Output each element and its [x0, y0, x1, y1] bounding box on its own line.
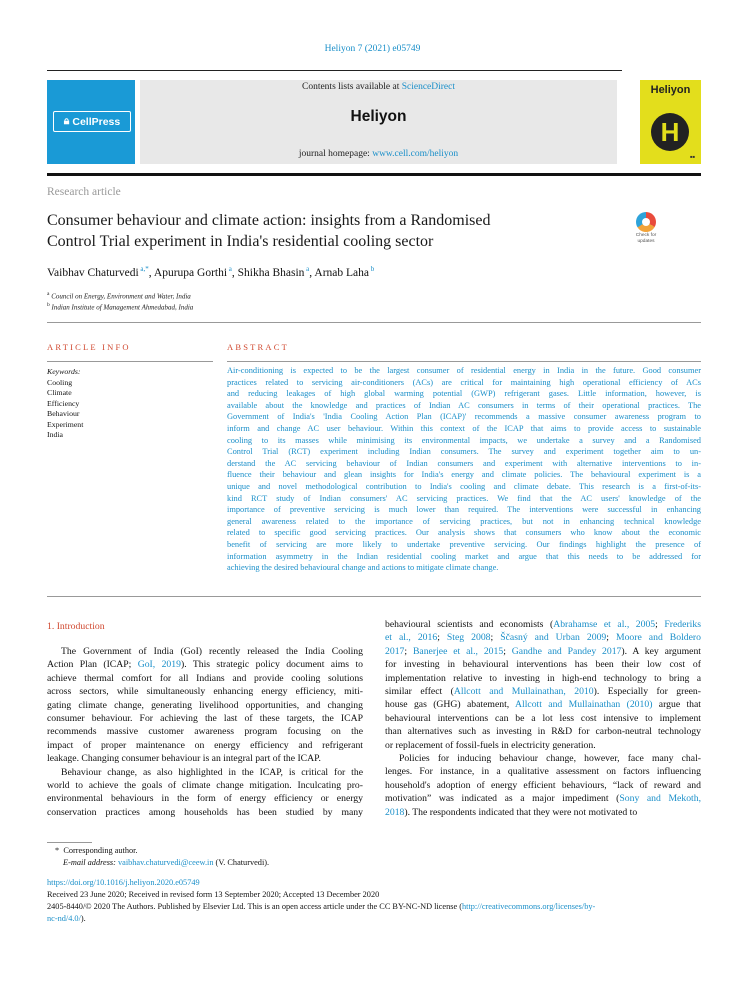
body-text: lenges. For instance, in a qualitative assessment on factors influencing [385, 766, 701, 778]
citation-link[interactable]: Ščasný and Urban 2009 [500, 632, 607, 644]
body-line [385, 698, 701, 711]
citation-link[interactable]: Moore and Boldero [615, 632, 701, 644]
body-text: ; [437, 632, 447, 644]
doi-link[interactable]: https://doi.org/10.1016/j.heliyon.2020.e05749 [47, 878, 200, 887]
cover-letter-badge: H [651, 113, 689, 151]
author-separator: , [148, 266, 154, 279]
body-line [385, 739, 701, 752]
affiliation-a [47, 291, 191, 300]
article-title [47, 210, 617, 252]
abstract-line: and reducing leakages of high global warming potential (GWP) refrigerant gases. Little information, however, is [227, 389, 701, 399]
affiliation-marker: a [47, 291, 50, 297]
body-text: ; [655, 619, 665, 630]
body-line [47, 792, 363, 805]
abstract-line: benefit of servicing are more likely to undertake preventive servicing. Our findings highlight the presence of [227, 539, 701, 549]
footer-block [47, 877, 701, 925]
keywords-list [47, 378, 212, 441]
body-text: ). The respondents indicated that they were not motivated to [404, 806, 638, 818]
abstract-line: Government of India's 'India Cooling Action Plan (ICAP)' recommends a massive consumer awareness program to [227, 412, 701, 422]
body-text: implementation relative to investing in high-end technology to bring a [385, 672, 701, 684]
citation-link[interactable]: Allcott and Mullainathan, 2010 [453, 686, 594, 698]
author-list [47, 265, 374, 279]
author-affiliation-marker[interactable]: b [369, 265, 375, 273]
abstract-line: kind RCT study of Indian consumers' AC servicing practices. We find that the AC users' knowledge of the [227, 493, 701, 503]
footnote-label: Corresponding author. [63, 846, 138, 855]
citation-link[interactable]: 2017 [385, 645, 405, 657]
abstract-line: achieving the desired behavioural change and actions to mitigate climate change. [227, 563, 499, 573]
license-suffix: ). [80, 914, 86, 923]
body-line [47, 645, 363, 658]
abstract-line: related to specific good servicing practices. Our analysis shows that consumers who know about the economic [227, 528, 701, 538]
article-type: Research article [47, 186, 121, 198]
body-column-left [47, 645, 363, 819]
footnote-marker: * [55, 846, 60, 855]
body-text: similar effect ( [385, 686, 454, 698]
keyword-item: Efficiency [47, 398, 80, 408]
body-text: world to achieve the goals of climate change mitigation. Inculcating pro- [47, 780, 363, 792]
body-text: environmental behaviours in the form of energy efficiency or energy [47, 793, 363, 805]
abstract-line: fluence their behaviour and glean insights for India's energy and climate policies. The behavioural experiment is a [227, 470, 701, 480]
body-line [47, 685, 363, 698]
body-text: leakage. Changing consumer behaviour is an integral part of the ICAP. [47, 753, 321, 765]
body-text: for investing in behavioural interventions has been their low cost of [385, 659, 701, 671]
check-updates-icon [636, 212, 656, 232]
body-text: ). This strategic policy document aims to [180, 659, 363, 671]
affiliation-b [47, 302, 193, 311]
abstract-line: information asymmetry in the Indian residential cooling market and argue that this needs to be addressed for [227, 551, 701, 561]
author-name[interactable]: Vaibhav Chaturvedi [47, 266, 139, 279]
section-heading-introduction: 1. Introduction [47, 621, 105, 632]
journal-cover-thumbnail[interactable] [640, 80, 701, 164]
body-text: ; [404, 645, 413, 657]
email-label: E-mail address: [63, 858, 118, 867]
abstract-line: cooling to its masses while minimising its environmental impacts, we undertake a survey and a Randomised [227, 435, 701, 445]
body-line [385, 618, 701, 631]
abstract-line: available about the knowledge and practices of Indian AC consumers in terms of their operational practices. The [227, 400, 701, 410]
body-text: recommends massive customer awareness program focusing on the [47, 726, 363, 738]
citation-link[interactable]: Steg 2008 [446, 632, 491, 644]
body-text: house gas (GHG) abatement, [385, 699, 516, 711]
body-line [47, 739, 363, 752]
body-text: achieve thermal comfort for all Indians and provide cooling solutions [47, 672, 363, 684]
abstract-line: derstand the AC servicing behaviour of Indian consumers and experiment with alternative interventions to in- [227, 458, 701, 468]
citation-link[interactable]: et al., 2016 [385, 632, 438, 644]
body-text: The Government of India (GoI) recently released the India Cooling [61, 646, 363, 657]
license-prefix: 2405-8440/© 2020 The Authors. Published by Elsevier Ltd. This is an open access article under the CC BY-NC-ND license ( [47, 902, 463, 911]
article-info-heading: ARTICLE INFO [47, 342, 131, 352]
keyword-item: Experiment [47, 419, 84, 429]
abstract-line: inform and change AC user behaviour. Within this context of the ICAP that aims to provide access to sustainable [227, 423, 701, 433]
abstract-line: Control Trial (RCT) experiment including Indian consumers. The survey and experiment together aim to un- [227, 447, 701, 457]
body-line [47, 725, 363, 738]
keyword-item: Behaviour [47, 409, 80, 418]
citation-link[interactable]: Sony and Mekoth, [619, 793, 701, 805]
body-line [385, 685, 701, 698]
body-line [385, 672, 701, 685]
email-link[interactable]: vaibhav.chaturvedi@ceew.in [118, 858, 214, 867]
author-affiliation-marker[interactable]: a [227, 265, 232, 273]
keywords-block [47, 367, 212, 441]
body-text: Policies for inducing behaviour change, however, face many chal- [399, 753, 701, 765]
body-text: ; [606, 632, 616, 644]
body-text: ; [490, 632, 501, 644]
author-name[interactable]: Shikha Bhasin [237, 266, 305, 279]
footnote-rule [47, 842, 92, 843]
citation-link[interactable]: Abrahamse et al., 2005 [553, 619, 656, 630]
author-separator: , [231, 266, 238, 279]
author-separator: , [309, 266, 315, 279]
license-link[interactable]: http://creativecommons.org/licenses/by- [462, 902, 596, 911]
citation-link[interactable]: Gandhe and Pandey 2017 [511, 645, 622, 657]
body-line [385, 645, 701, 658]
body-text: behavioural scientists and economists ( [385, 619, 554, 630]
author-affiliation-marker[interactable]: a,* [138, 265, 149, 273]
received-dates: Received 23 June 2020; Received in revised form 13 September 2020; Accepted 13 December 2020 [47, 890, 380, 899]
email-suffix: (V. Chaturvedi). [213, 858, 270, 867]
abstract-line: practices related to servicing air-conditioners (ACs) are critical for maintaining high operational efficiency of ACs [227, 377, 701, 387]
abstract-line: importance of preventive servicing is much lower than required. The interventions were successful in enhancing [227, 505, 701, 515]
abstract-line: Air-conditioning is expected to be the largest consumer of residential energy in India in the future. Good consumer [227, 366, 701, 375]
body-line [47, 752, 363, 765]
body-text: than alternatives such as investing in R&D for carbon-neutral technology [385, 726, 701, 738]
check-updates-label: Check for updates [635, 233, 657, 244]
body-line [385, 712, 701, 725]
author-affiliation-marker[interactable]: a [304, 265, 310, 273]
body-line [385, 806, 701, 819]
author-name[interactable]: Apurupa Gorthi [153, 266, 228, 279]
body-text: consumer behaviour. For achieving the last of these targets, the ICAP [47, 713, 363, 725]
body-text: Action Plan (ICAP; [47, 659, 138, 671]
homepage-link[interactable]: www.cell.com/heliyon [372, 149, 459, 159]
citation-link[interactable]: GoI, 2019 [137, 659, 181, 671]
abstract-rule [227, 361, 701, 362]
sciencedirect-link[interactable]: ScienceDirect [401, 82, 455, 92]
abstract-line: general awareness related to the importance of servicing practices, but not in enhancing technical knowledge [227, 516, 701, 526]
journal-reference[interactable]: Heliyon 7 (2021) e05749 [324, 44, 421, 54]
cellpress-logo[interactable] [47, 80, 135, 164]
citation-link[interactable]: Frederiks [664, 619, 701, 630]
citation-link[interactable]: Allcott and Mullainathan (2010) [515, 699, 653, 711]
body-text: ). A key argument [621, 645, 701, 657]
body-text: ). Especially for green- [593, 686, 701, 698]
contents-prefix: Contents lists available at [301, 82, 402, 92]
meta-divider [47, 322, 701, 323]
cover-title: Heliyon [650, 84, 691, 96]
homepage-prefix: journal homepage: [298, 149, 373, 159]
author-name[interactable]: Arnab Laha [314, 266, 370, 279]
body-text: household's adoption of energy efficient behaviours, “lack of reward and [385, 779, 701, 791]
body-line [47, 658, 363, 671]
body-column-right [385, 618, 701, 819]
body-text: motivation” was indicated as a major impediment ( [385, 793, 620, 805]
body-line [47, 766, 363, 779]
abstract-bottom-rule [47, 596, 701, 597]
body-line [385, 631, 701, 644]
body-line [385, 792, 701, 805]
body-line [385, 658, 701, 671]
affiliation-text: Indian Institute of Management Ahmedabad, India [51, 303, 194, 312]
header-rule-top [47, 70, 622, 71]
title-line-2: Control Trial experiment in India's residential cooling sector [47, 233, 434, 250]
header-rule-bottom [47, 173, 701, 176]
cellpress-label: CellPress [72, 115, 121, 128]
cover-publisher-mark: ■■ [690, 154, 695, 159]
affiliation-text: Council on Energy, Environment and Water, India [51, 292, 191, 301]
body-text: or replacement of fossil-fuels in electricity generation. [385, 739, 596, 751]
body-line [385, 765, 701, 778]
contents-availability [140, 82, 617, 92]
footnote-email [63, 858, 269, 867]
citation-link[interactable]: 2018 [385, 806, 405, 818]
body-line [47, 699, 363, 712]
keywords-label: Keywords: [47, 367, 81, 376]
body-line [47, 806, 363, 819]
abstract-heading: ABSTRACT [227, 342, 289, 352]
body-line [385, 725, 701, 738]
keyword-item: India [47, 430, 64, 439]
keyword-item: Cooling [47, 377, 73, 387]
body-line [47, 779, 363, 792]
abstract-line: unique and novel methodological contribution to India's cooling and climate debate. This research is a first-of-its- [227, 481, 701, 491]
license-link-continued[interactable]: nc-nd/4.0/ [47, 914, 81, 923]
article-info-rule [47, 361, 213, 362]
title-line-1: Consumer behaviour and climate action: insights from a Randomised [47, 212, 491, 229]
check-for-updates-button[interactable] [630, 212, 662, 248]
body-line [385, 779, 701, 792]
journal-homepage [140, 149, 617, 159]
license-statement [47, 901, 701, 925]
body-text: across sectors, while simultaneously enhancing energy efficiency, miti- [47, 686, 363, 698]
body-text: impact of proper maintenance on energy efficiency and refrigerant [47, 739, 363, 751]
body-line [47, 672, 363, 685]
footnote-corresponding [47, 846, 138, 855]
citation-link[interactable]: Banerjee et al., 2015 [412, 645, 504, 657]
abstract-text [227, 365, 701, 574]
affiliation-marker: b [47, 302, 50, 308]
keyword-item: Climate [47, 388, 72, 397]
body-text: gating climate change, generating livelihood opportunities, and changing [47, 699, 363, 711]
journal-name: Heliyon [350, 108, 407, 125]
body-text: conservation practices among households has been studied by many [47, 806, 363, 818]
body-line [385, 752, 701, 765]
lock-icon: 🔒︎ [63, 115, 70, 127]
body-text: behavioural interventions can be a lot less cost intensive to implement [385, 712, 701, 724]
body-text: ; [503, 645, 512, 657]
body-text: Behaviour change, as also highlighted in the ICAP, is critical for the [61, 766, 363, 778]
body-text: argue that [652, 699, 701, 711]
body-line [47, 712, 363, 725]
cellpress-badge [53, 111, 131, 132]
